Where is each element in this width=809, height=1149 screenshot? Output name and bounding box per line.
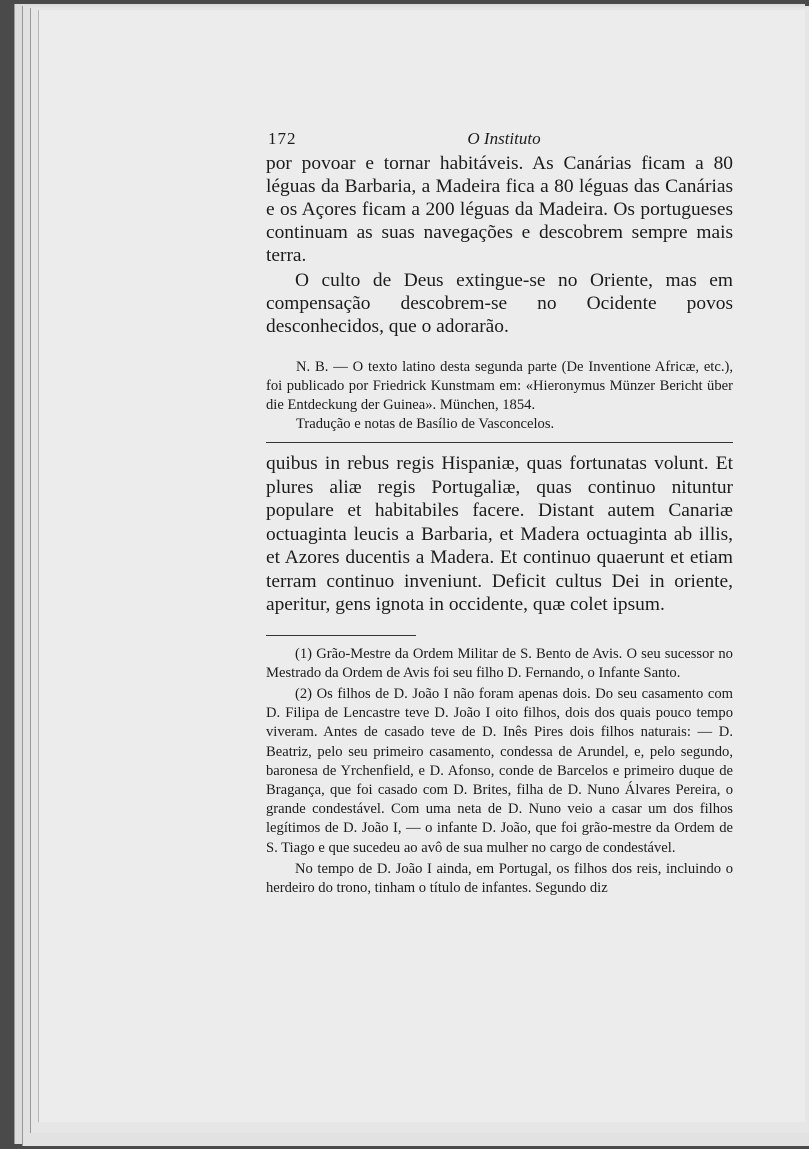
section-divider <box>266 442 733 443</box>
footnote-continuation <box>266 860 733 898</box>
editorial-note <box>225 358 733 434</box>
scanned-page <box>38 10 805 1122</box>
footnote-marker: (2) <box>295 685 313 702</box>
footnote-text: No tempo de D. João I ainda, em Portugal, os filhos dos reis, incluindo o herdeiro do trono, tinham o título de infantes. Segundo diz <box>266 860 733 896</box>
latin-original <box>225 452 733 617</box>
footnotes <box>225 645 733 899</box>
footnote-marker: (1) <box>295 645 313 662</box>
page-content <box>225 126 733 898</box>
translation-credit: Tradução e notas de Basílio de Vasconcelos. <box>296 416 555 432</box>
editorial-note-text: N. B. — O texto latino desta segunda parte (De Inventione Africæ, etc.), foi publicado por Friedrick Kunstmam em: «Hieronymus Münzer Bericht über die Entdeckung der Guinea». München, 1854. <box>266 359 733 413</box>
portuguese-paragraph-2: O culto de Deus extingue-se no Oriente, mas em compensação descobrem-se no Ocidente povos desconhecidos, que o adorarão. <box>266 270 733 337</box>
portuguese-paragraph-1: por povoar e tornar habitáveis. As Canárias ficam a 80 léguas da Barbaria, a Madeira fica a 80 léguas das Canárias e os Açores ficam a 200 léguas da Madeira. Os portugueses continuam as suas navegações e descobrem sempre mais terra. <box>266 153 733 266</box>
footnote-text: Grão-Mestre da Ordem Militar de S. Bento de Avis. O seu sucessor no Mestrado da Ordem de Avis foi seu filho D. Fernando, o Infante Santo. <box>266 645 733 681</box>
page-number: 172 <box>268 129 297 148</box>
footnote-text: Os filhos de D. João I não foram apenas dois. Do seu casamento com D. Filipa de Lencastre teve D. João I oito filhos, dois dos quais pouco tempo viveram. Antes de casado teve de D. Inês Pires dois filhos naturais: — D. Beatriz, pelo seu primeiro casamento, condessa de Arundel, e, pelo segundo, baronesa de Yrchenfield, e D. Afonso, conde de Barcelos e primeiro duque de Bragança, que foi casado com D. Brites, filha de D. Nuno Álvares Pereira, o grande condestável. Com uma neta de D. Nuno veio a casar um dos filhos legítimos de D. João I, — o infante D. João, que foi grão-mestre da Ordem de S. Tiago e que sucedeu ao avô de sua mulher no cargo de condestável. <box>266 685 733 856</box>
footnote-divider <box>266 635 416 636</box>
latin-text: quibus in rebus regis Hispaniæ, quas fortunatas volunt. Et plures aliæ regis Portugaliæ, quas continuo nituntur populare et habitabiles facere. Distant autem Canariæ octuaginta leucis a Barbaria, et Madera octuaginta ab illis, et Azores ducentis a Madera. Et continuo quaerunt et etiam terram continuo inveniunt. Deficit cultus Dei in oriente, aperitur, gens ignota in occidente, quæ colet ipsum. <box>266 453 733 615</box>
running-head <box>225 126 733 152</box>
footnote <box>266 645 733 683</box>
footnote <box>266 685 733 858</box>
journal-title: O Instituto <box>467 129 541 148</box>
